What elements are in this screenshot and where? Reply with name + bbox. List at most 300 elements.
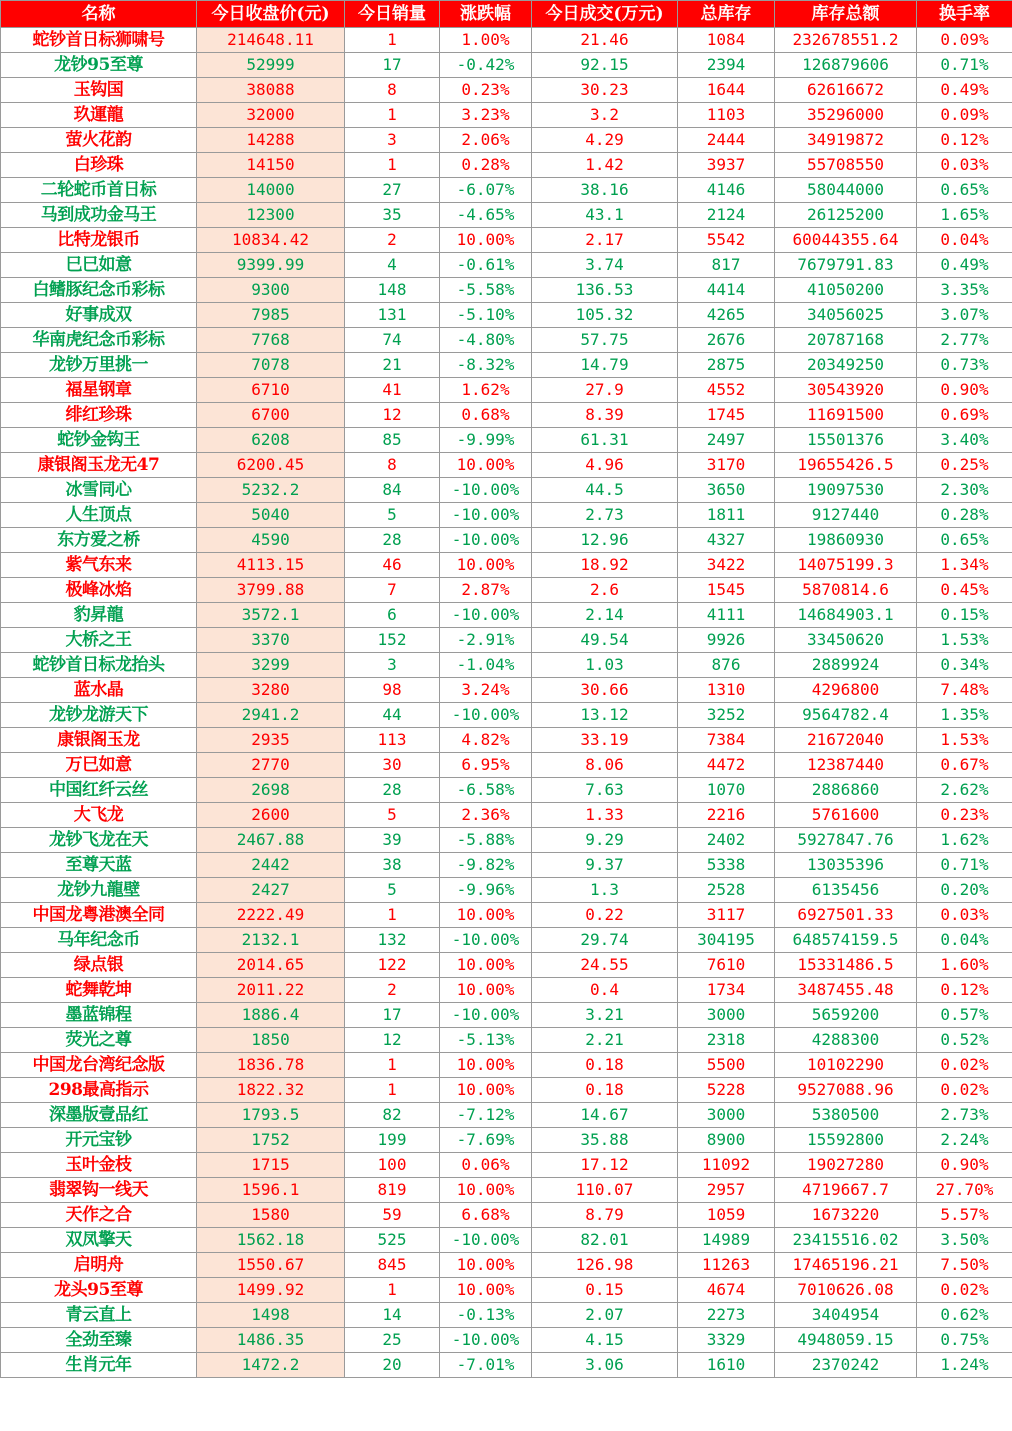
table-row	[1, 578, 1012, 603]
cell-change: 10.00%	[440, 953, 532, 978]
table-row	[1, 1078, 1012, 1103]
table-row	[1, 503, 1012, 528]
cell-change: -10.00%	[440, 603, 532, 628]
cell-close-price: 3370	[197, 628, 345, 653]
cell-close-price: 1472.2	[197, 1353, 345, 1378]
cell-close-price: 52999	[197, 53, 345, 78]
cell-turnover-rate: 0.20%	[917, 878, 1012, 903]
cell-turnover: 2.17	[532, 228, 678, 253]
cell-turnover-rate: 0.62%	[917, 1303, 1012, 1328]
cell-turnover: 8.06	[532, 753, 678, 778]
cell-turnover-rate: 0.45%	[917, 578, 1012, 603]
cell-turnover: 105.32	[532, 303, 678, 328]
cell-turnover-rate: 0.69%	[917, 403, 1012, 428]
cell-name: 全劲至臻	[1, 1328, 197, 1353]
table-row	[1, 778, 1012, 803]
cell-name: 极峰冰焰	[1, 578, 197, 603]
table-row	[1, 1303, 1012, 1328]
cell-stock-value: 5659200	[775, 1003, 917, 1028]
cell-turnover-rate: 0.03%	[917, 153, 1012, 178]
cell-stock: 7610	[678, 953, 775, 978]
cell-close-price: 2941.2	[197, 703, 345, 728]
cell-name: 天作之合	[1, 1203, 197, 1228]
cell-name: 玖運龍	[1, 103, 197, 128]
cell-name: 中国龙粤港澳全同	[1, 903, 197, 928]
table-row	[1, 553, 1012, 578]
cell-sales: 3	[345, 128, 440, 153]
cell-close-price: 14150	[197, 153, 345, 178]
cell-stock: 4414	[678, 278, 775, 303]
cell-stock: 2497	[678, 428, 775, 453]
cell-turnover: 9.29	[532, 828, 678, 853]
cell-stock: 1084	[678, 28, 775, 53]
cell-close-price: 2427	[197, 878, 345, 903]
cell-turnover-rate: 27.70%	[917, 1178, 1012, 1203]
cell-sales: 1	[345, 28, 440, 53]
cell-turnover-rate: 0.15%	[917, 603, 1012, 628]
table-row	[1, 803, 1012, 828]
cell-turnover: 1.03	[532, 653, 678, 678]
cell-sales: 1	[345, 1053, 440, 1078]
header-row	[1, 1, 1012, 28]
cell-name: 298最高指示	[1, 1078, 197, 1103]
cell-stock: 9926	[678, 628, 775, 653]
cell-stock-value: 5870814.6	[775, 578, 917, 603]
cell-name: 好事成双	[1, 303, 197, 328]
table-row	[1, 753, 1012, 778]
cell-name: 双凤擎天	[1, 1228, 197, 1253]
cell-stock: 876	[678, 653, 775, 678]
cell-stock: 7384	[678, 728, 775, 753]
cell-turnover: 21.46	[532, 28, 678, 53]
cell-close-price: 3299	[197, 653, 345, 678]
cell-change: -9.96%	[440, 878, 532, 903]
cell-sales: 2	[345, 228, 440, 253]
cell-stock-value: 15592800	[775, 1128, 917, 1153]
cell-name: 蛇钞首日标龙抬头	[1, 653, 197, 678]
cell-sales: 3	[345, 653, 440, 678]
cell-change: 10.00%	[440, 903, 532, 928]
cell-close-price: 10834.42	[197, 228, 345, 253]
cell-stock-value: 9127440	[775, 503, 917, 528]
cell-turnover-rate: 3.40%	[917, 428, 1012, 453]
cell-close-price: 214648.11	[197, 28, 345, 53]
table-row	[1, 528, 1012, 553]
cell-name: 启明舟	[1, 1253, 197, 1278]
table-row	[1, 1203, 1012, 1228]
cell-name: 中国龙台湾纪念版	[1, 1053, 197, 1078]
table-row	[1, 453, 1012, 478]
cell-change: -0.42%	[440, 53, 532, 78]
cell-turnover: 3.74	[532, 253, 678, 278]
cell-close-price: 12300	[197, 203, 345, 228]
cell-stock-value: 35296000	[775, 103, 917, 128]
cell-stock: 2402	[678, 828, 775, 853]
cell-turnover-rate: 5.57%	[917, 1203, 1012, 1228]
cell-name: 豹昇龍	[1, 603, 197, 628]
cell-close-price: 1596.1	[197, 1178, 345, 1203]
cell-stock-value: 15501376	[775, 428, 917, 453]
cell-turnover-rate: 0.49%	[917, 253, 1012, 278]
table-row	[1, 378, 1012, 403]
cell-close-price: 1715	[197, 1153, 345, 1178]
cell-stock-value: 10102290	[775, 1053, 917, 1078]
cell-change: 1.00%	[440, 28, 532, 53]
cell-turnover: 1.3	[532, 878, 678, 903]
col-header-stock-value: 库存总额	[775, 1, 917, 28]
cell-sales: 20	[345, 1353, 440, 1378]
cell-turnover: 3.06	[532, 1353, 678, 1378]
table-row	[1, 953, 1012, 978]
cell-stock-value: 60044355.64	[775, 228, 917, 253]
cell-sales: 44	[345, 703, 440, 728]
cell-turnover-rate: 0.71%	[917, 53, 1012, 78]
cell-turnover: 12.96	[532, 528, 678, 553]
table-row	[1, 103, 1012, 128]
cell-close-price: 4113.15	[197, 553, 345, 578]
cell-change: 0.23%	[440, 78, 532, 103]
cell-turnover-rate: 3.07%	[917, 303, 1012, 328]
cell-sales: 17	[345, 1003, 440, 1028]
cell-close-price: 6710	[197, 378, 345, 403]
cell-turnover-rate: 2.62%	[917, 778, 1012, 803]
cell-stock-value: 34056025	[775, 303, 917, 328]
cell-change: 3.24%	[440, 678, 532, 703]
cell-sales: 122	[345, 953, 440, 978]
cell-name: 白鳍豚纪念币彩标	[1, 278, 197, 303]
cell-stock: 3650	[678, 478, 775, 503]
cell-change: 0.28%	[440, 153, 532, 178]
cell-stock-value: 14684903.1	[775, 603, 917, 628]
cell-turnover: 30.23	[532, 78, 678, 103]
cell-turnover-rate: 0.09%	[917, 28, 1012, 53]
cell-stock: 4111	[678, 603, 775, 628]
cell-stock-value: 2370242	[775, 1353, 917, 1378]
table-row	[1, 228, 1012, 253]
cell-turnover-rate: 0.90%	[917, 378, 1012, 403]
cell-turnover: 2.21	[532, 1028, 678, 1053]
cell-turnover: 29.74	[532, 928, 678, 953]
cell-stock: 3937	[678, 153, 775, 178]
cell-change: -6.58%	[440, 778, 532, 803]
cell-stock-value: 648574159.5	[775, 928, 917, 953]
cell-sales: 8	[345, 453, 440, 478]
cell-sales: 35	[345, 203, 440, 228]
cell-name: 白珍珠	[1, 153, 197, 178]
cell-change: -7.12%	[440, 1103, 532, 1128]
cell-sales: 5	[345, 503, 440, 528]
cell-name: 巳巳如意	[1, 253, 197, 278]
cell-change: -7.69%	[440, 1128, 532, 1153]
cell-sales: 12	[345, 403, 440, 428]
cell-turnover-rate: 1.53%	[917, 728, 1012, 753]
table-row	[1, 328, 1012, 353]
cell-stock-value: 6135456	[775, 878, 917, 903]
cell-turnover: 44.5	[532, 478, 678, 503]
cell-sales: 1	[345, 153, 440, 178]
table-row	[1, 278, 1012, 303]
cell-stock: 4146	[678, 178, 775, 203]
cell-turnover: 0.4	[532, 978, 678, 1003]
cell-change: 0.06%	[440, 1153, 532, 1178]
cell-close-price: 7768	[197, 328, 345, 353]
cell-change: -10.00%	[440, 1003, 532, 1028]
cell-sales: 131	[345, 303, 440, 328]
cell-change: -0.13%	[440, 1303, 532, 1328]
cell-turnover: 92.15	[532, 53, 678, 78]
cell-stock: 3000	[678, 1103, 775, 1128]
cell-close-price: 1580	[197, 1203, 345, 1228]
cell-turnover-rate: 0.25%	[917, 453, 1012, 478]
cell-turnover-rate: 2.73%	[917, 1103, 1012, 1128]
cell-change: -4.65%	[440, 203, 532, 228]
cell-sales: 27	[345, 178, 440, 203]
cell-close-price: 1498	[197, 1303, 345, 1328]
cell-turnover-rate: 1.53%	[917, 628, 1012, 653]
cell-sales: 25	[345, 1328, 440, 1353]
cell-turnover-rate: 2.24%	[917, 1128, 1012, 1153]
cell-close-price: 1822.32	[197, 1078, 345, 1103]
cell-turnover-rate: 1.34%	[917, 553, 1012, 578]
cell-change: 2.36%	[440, 803, 532, 828]
cell-turnover-rate: 0.65%	[917, 178, 1012, 203]
cell-stock: 1103	[678, 103, 775, 128]
cell-close-price: 2600	[197, 803, 345, 828]
cell-turnover-rate: 0.34%	[917, 653, 1012, 678]
cell-sales: 1	[345, 103, 440, 128]
cell-turnover: 8.39	[532, 403, 678, 428]
cell-close-price: 2222.49	[197, 903, 345, 928]
table-row	[1, 1178, 1012, 1203]
cell-turnover: 82.01	[532, 1228, 678, 1253]
cell-name: 青云直上	[1, 1303, 197, 1328]
cell-turnover-rate: 0.23%	[917, 803, 1012, 828]
cell-stock: 5542	[678, 228, 775, 253]
cell-stock: 2444	[678, 128, 775, 153]
cell-name: 冰雪同心	[1, 478, 197, 503]
cell-turnover: 4.15	[532, 1328, 678, 1353]
cell-stock-value: 19027280	[775, 1153, 917, 1178]
cell-sales: 84	[345, 478, 440, 503]
cell-turnover-rate: 2.30%	[917, 478, 1012, 503]
cell-turnover: 4.96	[532, 453, 678, 478]
cell-name: 康银阁玉龙无47	[1, 453, 197, 478]
cell-turnover: 49.54	[532, 628, 678, 653]
cell-stock: 3117	[678, 903, 775, 928]
cell-turnover: 57.75	[532, 328, 678, 353]
cell-stock: 1734	[678, 978, 775, 1003]
cell-close-price: 1562.18	[197, 1228, 345, 1253]
cell-turnover: 1.42	[532, 153, 678, 178]
cell-close-price: 1499.92	[197, 1278, 345, 1303]
cell-sales: 5	[345, 803, 440, 828]
cell-turnover: 110.07	[532, 1178, 678, 1203]
cell-name: 龙钞万里挑一	[1, 353, 197, 378]
cell-change: 10.00%	[440, 453, 532, 478]
cell-stock: 1745	[678, 403, 775, 428]
cell-close-price: 38088	[197, 78, 345, 103]
cell-turnover-rate: 0.73%	[917, 353, 1012, 378]
cell-name: 福星钢章	[1, 378, 197, 403]
cell-name: 马年纪念币	[1, 928, 197, 953]
cell-stock-value: 14075199.3	[775, 553, 917, 578]
cell-close-price: 6208	[197, 428, 345, 453]
cell-sales: 21	[345, 353, 440, 378]
cell-name: 玉钩国	[1, 78, 197, 103]
cell-stock: 4472	[678, 753, 775, 778]
cell-close-price: 5232.2	[197, 478, 345, 503]
cell-close-price: 2935	[197, 728, 345, 753]
cell-change: -0.61%	[440, 253, 532, 278]
cell-sales: 845	[345, 1253, 440, 1278]
cell-sales: 59	[345, 1203, 440, 1228]
table-row	[1, 1278, 1012, 1303]
cell-change: 10.00%	[440, 1053, 532, 1078]
cell-stock-value: 20787168	[775, 328, 917, 353]
cell-name: 蛇钞首日标狮啸号	[1, 28, 197, 53]
cell-stock-value: 30543920	[775, 378, 917, 403]
cell-close-price: 3280	[197, 678, 345, 703]
cell-stock: 1059	[678, 1203, 775, 1228]
cell-name: 蓝水晶	[1, 678, 197, 703]
cell-sales: 46	[345, 553, 440, 578]
table-row	[1, 78, 1012, 103]
cell-turnover-rate: 0.28%	[917, 503, 1012, 528]
cell-sales: 7	[345, 578, 440, 603]
cell-turnover-rate: 0.04%	[917, 228, 1012, 253]
cell-change: 10.00%	[440, 228, 532, 253]
cell-stock: 5338	[678, 853, 775, 878]
cell-sales: 82	[345, 1103, 440, 1128]
cell-stock: 4327	[678, 528, 775, 553]
cell-turnover: 4.29	[532, 128, 678, 153]
cell-turnover: 61.31	[532, 428, 678, 453]
cell-turnover-rate: 3.50%	[917, 1228, 1012, 1253]
cell-close-price: 2132.1	[197, 928, 345, 953]
cell-sales: 2	[345, 978, 440, 1003]
cell-stock: 2273	[678, 1303, 775, 1328]
cell-close-price: 9300	[197, 278, 345, 303]
col-header-stock: 总库存	[678, 1, 775, 28]
cell-close-price: 7078	[197, 353, 345, 378]
cell-change: -5.10%	[440, 303, 532, 328]
col-header-name: 名称	[1, 1, 197, 28]
cell-turnover-rate: 0.12%	[917, 978, 1012, 1003]
cell-turnover: 13.12	[532, 703, 678, 728]
cell-stock-value: 19097530	[775, 478, 917, 503]
cell-turnover-rate: 1.35%	[917, 703, 1012, 728]
cell-turnover: 2.14	[532, 603, 678, 628]
cell-close-price: 4590	[197, 528, 345, 553]
cell-turnover-rate: 7.48%	[917, 678, 1012, 703]
cell-change: -5.13%	[440, 1028, 532, 1053]
cell-change: -4.80%	[440, 328, 532, 353]
cell-change: -7.01%	[440, 1353, 532, 1378]
cell-stock-value: 15331486.5	[775, 953, 917, 978]
cell-change: 4.82%	[440, 728, 532, 753]
cell-turnover: 27.9	[532, 378, 678, 403]
cell-sales: 38	[345, 853, 440, 878]
cell-change: -2.91%	[440, 628, 532, 653]
cell-turnover: 9.37	[532, 853, 678, 878]
table-row	[1, 853, 1012, 878]
cell-sales: 41	[345, 378, 440, 403]
cell-close-price: 2014.65	[197, 953, 345, 978]
cell-turnover: 2.73	[532, 503, 678, 528]
cell-stock: 2318	[678, 1028, 775, 1053]
cell-stock-value: 7010626.08	[775, 1278, 917, 1303]
cell-name: 紫气东来	[1, 553, 197, 578]
cell-stock-value: 4948059.15	[775, 1328, 917, 1353]
cell-close-price: 1752	[197, 1128, 345, 1153]
cell-turnover: 1.33	[532, 803, 678, 828]
cell-turnover: 0.18	[532, 1078, 678, 1103]
cell-stock: 2394	[678, 53, 775, 78]
cell-turnover: 18.92	[532, 553, 678, 578]
table-row	[1, 928, 1012, 953]
table-row	[1, 353, 1012, 378]
cell-name: 人生顶点	[1, 503, 197, 528]
cell-name: 至尊天蓝	[1, 853, 197, 878]
cell-stock: 5228	[678, 1078, 775, 1103]
table-row	[1, 403, 1012, 428]
cell-change: -10.00%	[440, 528, 532, 553]
cell-turnover-rate: 0.67%	[917, 753, 1012, 778]
cell-turnover-rate: 0.57%	[917, 1003, 1012, 1028]
cell-sales: 819	[345, 1178, 440, 1203]
col-header-close-price: 今日收盘价(元)	[197, 1, 345, 28]
table-row	[1, 1103, 1012, 1128]
cell-sales: 1	[345, 1078, 440, 1103]
cell-sales: 74	[345, 328, 440, 353]
cell-change: 2.87%	[440, 578, 532, 603]
table-row	[1, 203, 1012, 228]
cell-stock-value: 2889924	[775, 653, 917, 678]
cell-stock: 1310	[678, 678, 775, 703]
cell-close-price: 2442	[197, 853, 345, 878]
table-row	[1, 903, 1012, 928]
table-row	[1, 878, 1012, 903]
cell-sales: 8	[345, 78, 440, 103]
cell-stock-value: 9564782.4	[775, 703, 917, 728]
cell-turnover: 3.2	[532, 103, 678, 128]
cell-name: 生肖元年	[1, 1353, 197, 1378]
cell-stock: 817	[678, 253, 775, 278]
cell-sales: 148	[345, 278, 440, 303]
cell-stock-value: 126879606	[775, 53, 917, 78]
cell-turnover-rate: 1.62%	[917, 828, 1012, 853]
cell-stock: 14989	[678, 1228, 775, 1253]
cell-stock-value: 62616672	[775, 78, 917, 103]
cell-stock: 2676	[678, 328, 775, 353]
cell-name: 翡翠钩一线天	[1, 1178, 197, 1203]
table-row	[1, 653, 1012, 678]
table-row	[1, 1028, 1012, 1053]
cell-name: 绿点银	[1, 953, 197, 978]
cell-close-price: 6200.45	[197, 453, 345, 478]
cell-close-price: 1486.35	[197, 1328, 345, 1353]
cell-stock-value: 11691500	[775, 403, 917, 428]
cell-stock: 2875	[678, 353, 775, 378]
cell-turnover: 35.88	[532, 1128, 678, 1153]
cell-stock-value: 5761600	[775, 803, 917, 828]
cell-stock-value: 12387440	[775, 753, 917, 778]
table-row	[1, 1153, 1012, 1178]
cell-turnover-rate: 2.77%	[917, 328, 1012, 353]
cell-stock: 304195	[678, 928, 775, 953]
table-row	[1, 1353, 1012, 1378]
cell-change: 2.06%	[440, 128, 532, 153]
